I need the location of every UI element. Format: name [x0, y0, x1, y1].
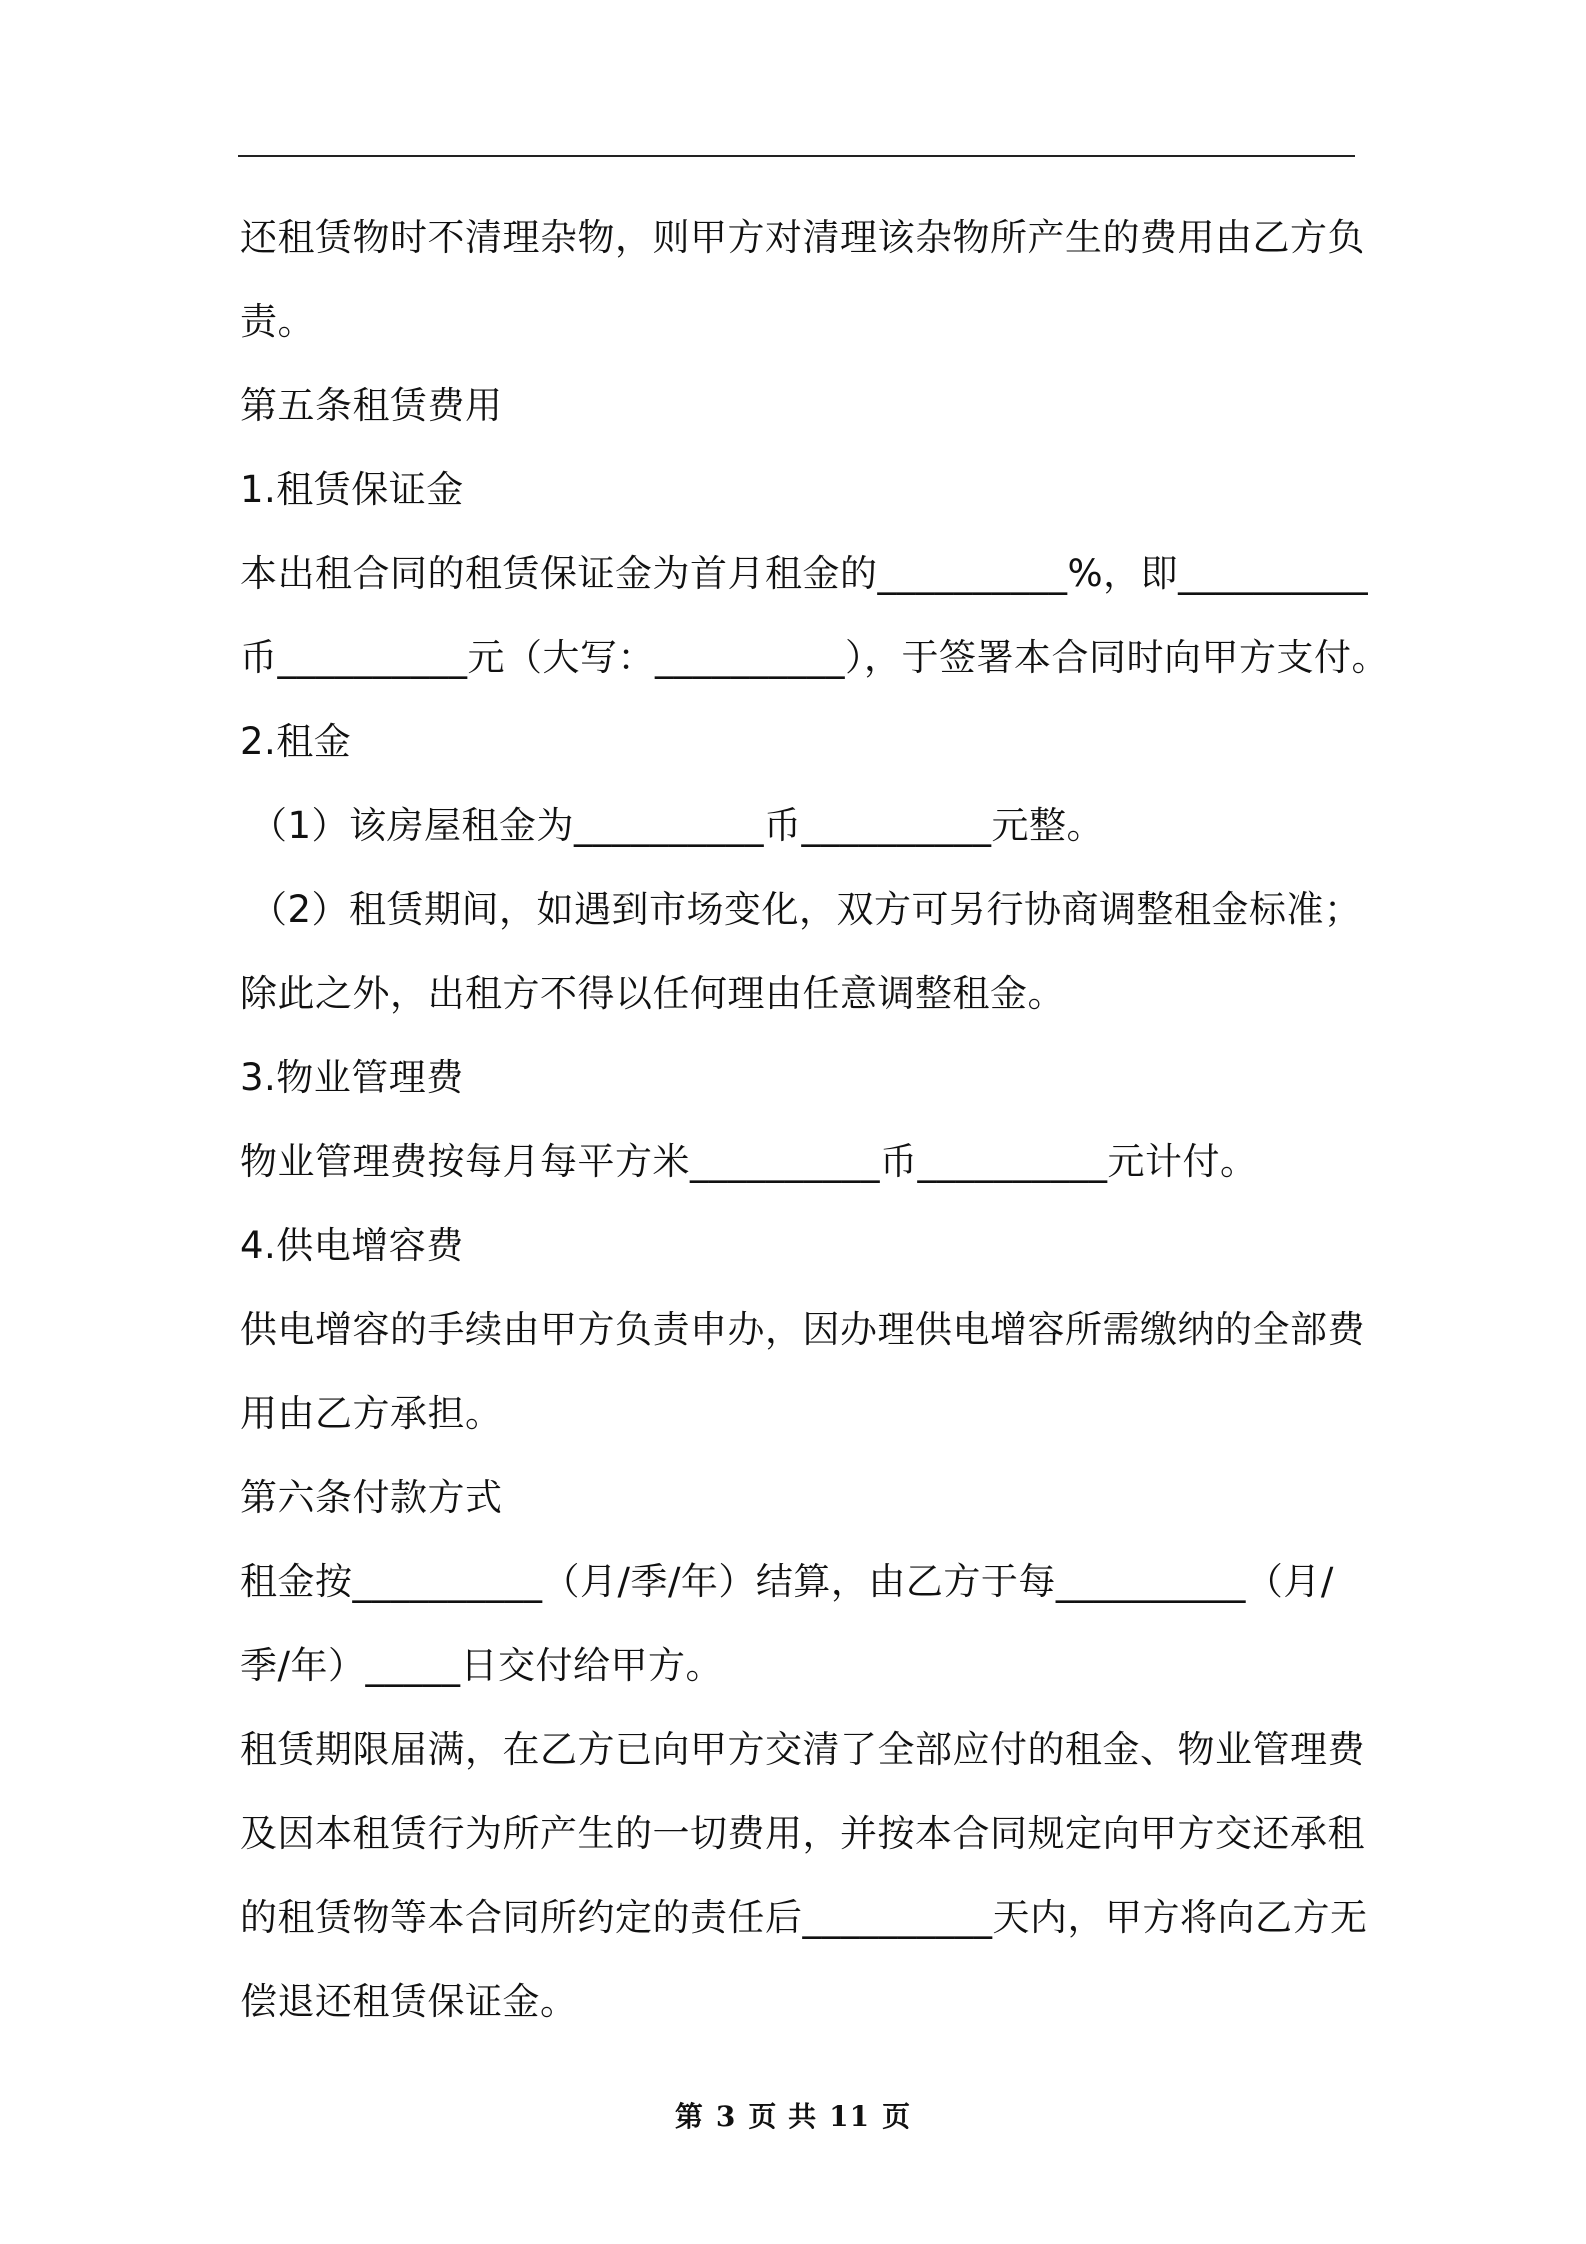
current-page-number: 3	[715, 2100, 737, 2133]
paragraph-line: 本出租合同的租赁保证金为首月租金的__________%，即__________	[240, 552, 1369, 595]
header-rule	[238, 155, 1355, 157]
paragraph-line: 的租赁物等本合同所约定的责任后__________天内，甲方将向乙方无	[240, 1896, 1368, 1939]
paragraph-line: 季/年）_____日交付给甲方。	[240, 1644, 723, 1687]
paragraph-line: 及因本租赁行为所产生的一切费用，并按本合同规定向甲方交还承租	[240, 1812, 1365, 1855]
page-label-suffix: 页	[882, 2100, 912, 2133]
document-body	[240, 196, 1389, 2044]
page-label-mid: 页 共	[748, 2100, 818, 2133]
paragraph-line: 还租赁物时不清理杂物，则甲方对清理该杂物所产生的费用由乙方负	[240, 216, 1365, 259]
subsection-heading: 1.租赁保证金	[240, 468, 464, 511]
paragraph-line: 租金按__________（月/季/年）结算，由乙方于每__________（月/	[240, 1560, 1334, 1603]
page-label-prefix: 第	[674, 2100, 704, 2133]
paragraph-line: 供电增容的手续由甲方负责申办，因办理供电增容所需缴纳的全部费	[240, 1308, 1365, 1351]
subsection-heading: 2.租金	[240, 720, 352, 763]
page-footer	[0, 2095, 1586, 2135]
paragraph-line: 除此之外，出租方不得以任何理由任意调整租金。	[240, 972, 1065, 1015]
subsection-heading: 3.物业管理费	[240, 1056, 464, 1099]
paragraph-line: 偿退还租赁保证金。	[240, 1980, 578, 2023]
list-item: （1）该房屋租金为__________币__________元整。	[250, 804, 1105, 847]
section-heading: 第五条租赁费用	[240, 384, 503, 427]
total-pages-number: 11	[829, 2100, 871, 2133]
paragraph-line: 租赁期限届满，在乙方已向甲方交清了全部应付的租金、物业管理费	[240, 1728, 1365, 1771]
section-heading: 第六条付款方式	[240, 1476, 503, 1519]
paragraph-line: 币__________元（大写：__________），于签署本合同时向甲方支付。	[240, 636, 1389, 679]
paragraph-line: 责。	[240, 300, 315, 343]
subsection-heading: 4.供电增容费	[240, 1224, 464, 1267]
list-item: （2）租赁期间，如遇到市场变化，双方可另行协商调整租金标准；	[250, 888, 1362, 931]
paragraph-line: 物业管理费按每月每平方米__________币__________元计付。	[240, 1140, 1258, 1183]
paragraph-line: 用由乙方承担。	[240, 1392, 503, 1435]
